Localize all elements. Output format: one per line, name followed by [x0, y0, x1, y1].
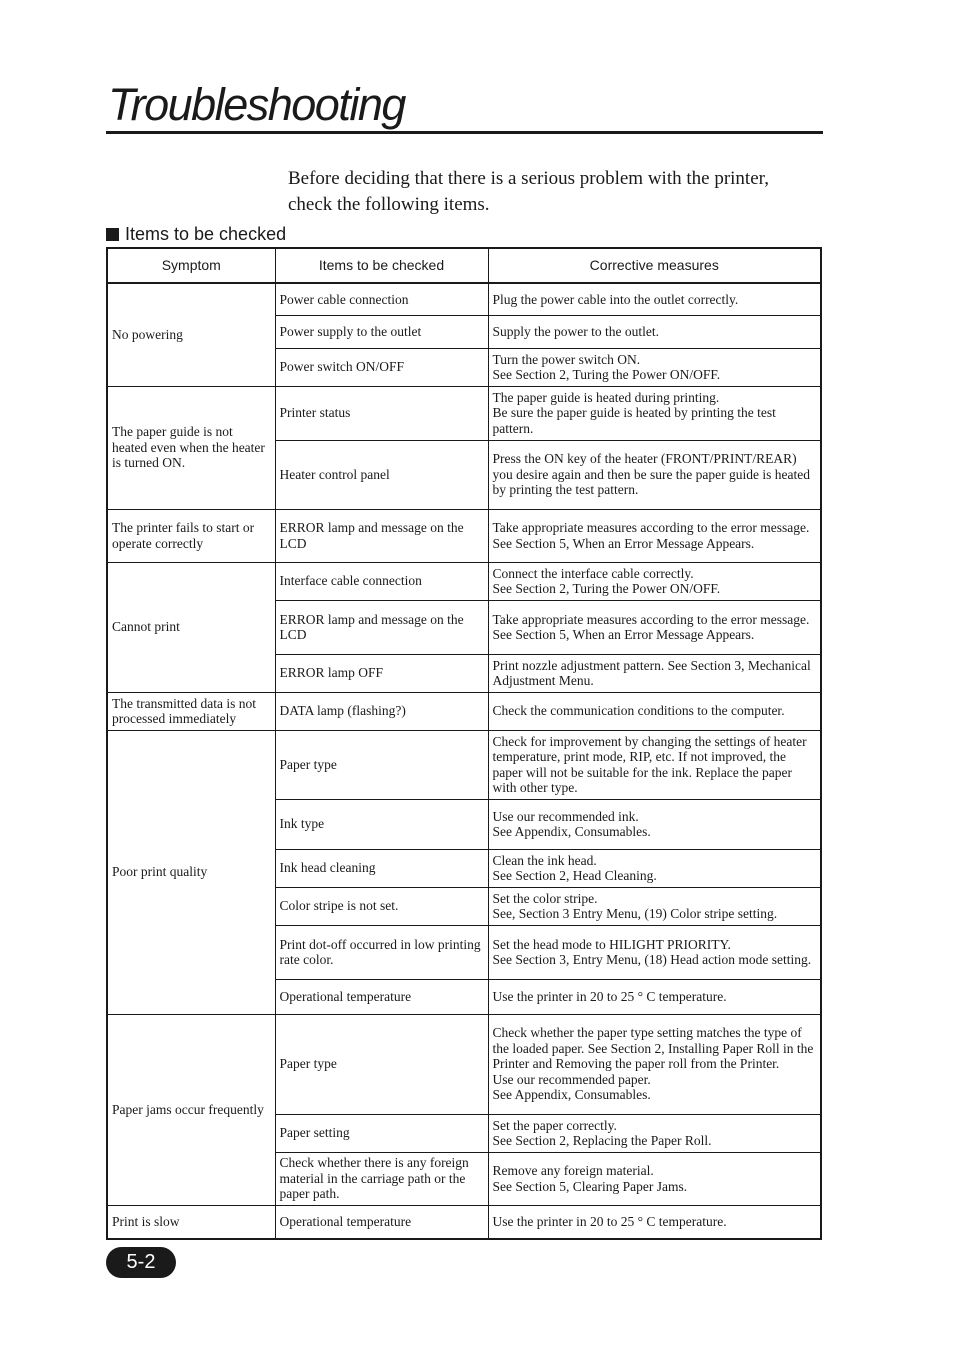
corrective-measure-cell: Connect the interface cable correctly. See Section 2, Turing the Power ON/OFF. [488, 562, 821, 600]
title-rule [106, 131, 823, 134]
check-item-cell: Power supply to the outlet [275, 315, 488, 348]
corrective-measure-cell: Use our recommended ink. See Appendix, Consumables. [488, 799, 821, 849]
symptom-cell: Cannot print [107, 562, 275, 692]
corrective-measure-cell: Use the printer in 20 to 25 ° C temperature. [488, 979, 821, 1014]
check-item-cell: ERROR lamp and message on the LCD [275, 509, 488, 562]
corrective-measure-cell: Clean the ink head. See Section 2, Head Cleaning. [488, 849, 821, 887]
symptom-cell: The paper guide is not heated even when the heater is turned ON. [107, 386, 275, 509]
check-item-cell: Interface cable connection [275, 562, 488, 600]
corrective-measure-cell: Check whether the paper type setting matches the type of the loaded paper. See Section 2, Installing Paper Roll in the Printer and Removing the paper roll from the Printer. Use our recommended paper. See Appendix, Consumables. [488, 1014, 821, 1114]
header-measures: Corrective measures [488, 248, 821, 283]
table-row [107, 692, 821, 730]
symptom-cell: The printer fails to start or operate correctly [107, 509, 275, 562]
check-item-cell: Paper type [275, 1014, 488, 1114]
table-row [107, 509, 821, 562]
corrective-measure-cell: Check the communication conditions to the computer. [488, 692, 821, 730]
troubleshooting-table [106, 247, 822, 1240]
symptom-cell: No powering [107, 283, 275, 386]
corrective-measure-cell: Set the head mode to HILIGHT PRIORITY. See Section 3, Entry Menu, (18) Head action mode setting. [488, 925, 821, 979]
symptom-cell: The transmitted data is not processed immediately [107, 692, 275, 730]
check-item-cell: Check whether there is any foreign material in the carriage path or the paper path. [275, 1152, 488, 1205]
check-item-cell: Heater control panel [275, 440, 488, 509]
header-items: Items to be checked [275, 248, 488, 283]
symptom-cell: Print is slow [107, 1205, 275, 1239]
corrective-measure-cell: Take appropriate measures according to the error message. See Section 5, When an Error Message Appears. [488, 509, 821, 562]
table-row [107, 1014, 821, 1114]
page-title: Troubleshooting [108, 79, 405, 130]
table-body [107, 283, 821, 1239]
table-row [107, 386, 821, 440]
corrective-measure-cell: Press the ON key of the heater (FRONT/PRINT/REAR) you desire again and then be sure the paper guide is heated by printing the test pattern. [488, 440, 821, 509]
corrective-measure-cell: Supply the power to the outlet. [488, 315, 821, 348]
check-item-cell: Paper setting [275, 1114, 488, 1152]
check-item-cell: Power switch ON/OFF [275, 348, 488, 386]
symptom-cell: Poor print quality [107, 730, 275, 1014]
check-item-cell: Ink type [275, 799, 488, 849]
table-row [107, 730, 821, 799]
check-item-cell: Operational temperature [275, 1205, 488, 1239]
corrective-measure-cell: Remove any foreign material. See Section 5, Clearing Paper Jams. [488, 1152, 821, 1205]
check-item-cell: Operational temperature [275, 979, 488, 1014]
check-item-cell: DATA lamp (flashing?) [275, 692, 488, 730]
check-item-cell: Ink head cleaning [275, 849, 488, 887]
table-row [107, 283, 821, 315]
corrective-measure-cell: Print nozzle adjustment pattern. See Section 3, Mechanical Adjustment Menu. [488, 654, 821, 692]
corrective-measure-cell: The paper guide is heated during printing. Be sure the paper guide is heated by printing the test pattern. [488, 386, 821, 440]
symptom-cell: Paper jams occur frequently [107, 1014, 275, 1205]
corrective-measure-cell: Set the paper correctly. See Section 2, Replacing the Paper Roll. [488, 1114, 821, 1152]
corrective-measure-cell: Use the printer in 20 to 25 ° C temperature. [488, 1205, 821, 1239]
table-row [107, 562, 821, 600]
corrective-measure-cell: Take appropriate measures according to the error message. See Section 5, When an Error Message Appears. [488, 600, 821, 654]
section-heading-label: Items to be checked [125, 224, 287, 244]
intro-line: check the following items. [288, 194, 490, 215]
check-item-cell: ERROR lamp OFF [275, 654, 488, 692]
check-item-cell: Paper type [275, 730, 488, 799]
table-header-row [107, 248, 821, 283]
corrective-measure-cell: Turn the power switch ON. See Section 2, Turing the Power ON/OFF. [488, 348, 821, 386]
corrective-measure-cell: Set the color stripe. See, Section 3 Entry Menu, (19) Color stripe setting. [488, 887, 821, 925]
check-item-cell: Power cable connection [275, 283, 488, 315]
intro-line: Before deciding that there is a serious problem with the printer, [288, 168, 769, 189]
page-number: 5-2 [106, 1247, 176, 1278]
intro-text [288, 166, 828, 218]
check-item-cell: ERROR lamp and message on the LCD [275, 600, 488, 654]
section-heading [106, 223, 286, 245]
table-row [107, 1205, 821, 1239]
check-item-cell: Printer status [275, 386, 488, 440]
square-bullet-icon [106, 228, 119, 241]
corrective-measure-cell: Plug the power cable into the outlet correctly. [488, 283, 821, 315]
check-item-cell: Color stripe is not set. [275, 887, 488, 925]
header-symptom: Symptom [107, 248, 275, 283]
check-item-cell: Print dot-off occurred in low printing rate color. [275, 925, 488, 979]
corrective-measure-cell: Check for improvement by changing the settings of heater temperature, print mode, RIP, etc. If not improved, the paper will not be suitable for the ink. Replace the paper with other type. [488, 730, 821, 799]
